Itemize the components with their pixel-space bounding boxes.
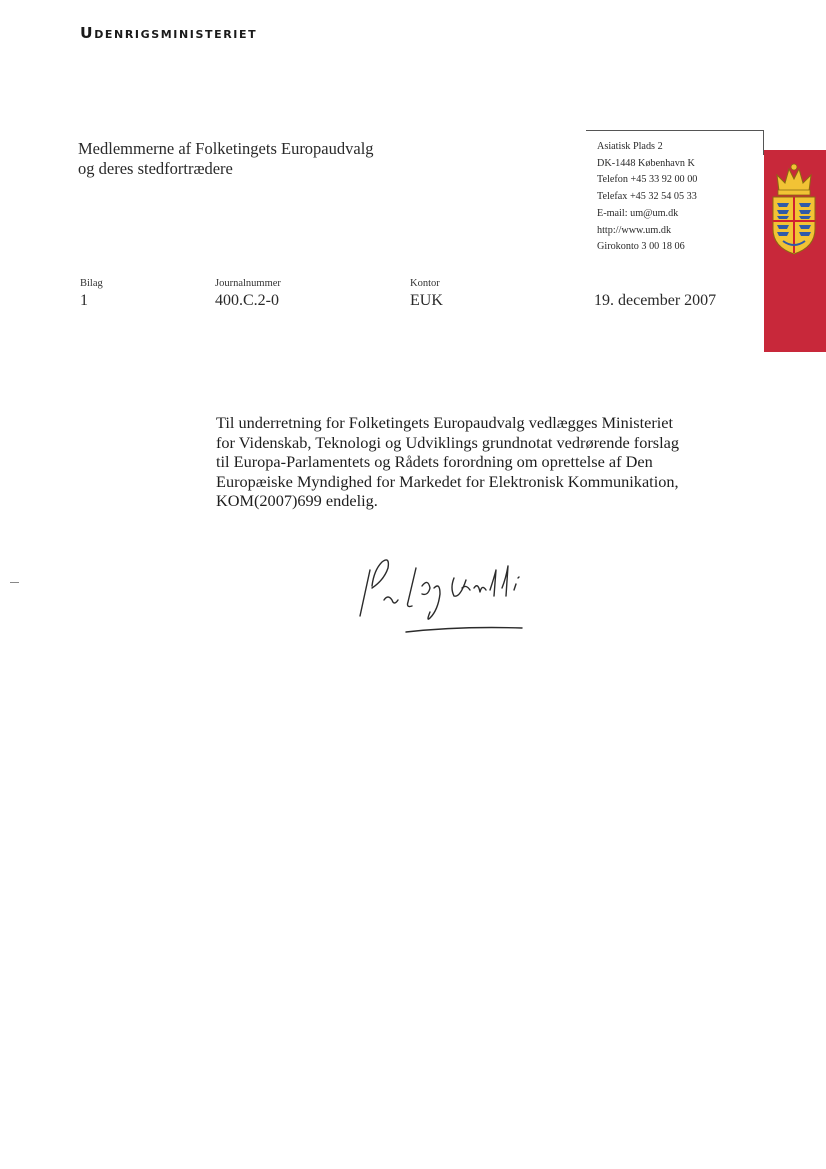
letterhead-title: Udenrigsministeriet: [80, 24, 258, 42]
handwritten-signature: [350, 548, 570, 638]
address-email: E-mail: um@um.dk: [597, 207, 679, 219]
letter-body: [216, 413, 736, 511]
kontor-label: Kontor: [410, 278, 440, 289]
recipient-block: [78, 139, 374, 179]
royal-coat-of-arms-icon: [769, 163, 819, 255]
recipient-line-2: og deres stedfortrædere: [78, 159, 233, 178]
address-phone: Telefon +45 33 92 00 00: [597, 174, 698, 186]
body-line-3: til Europa-Parlamentets og Rådets forordning om oprettelse af Den: [216, 452, 653, 471]
body-line-5: KOM(2007)699 endelig.: [216, 491, 378, 510]
bilag-value: 1: [80, 292, 88, 309]
body-line-2: for Videnskab, Teknologi og Udviklings grundnotat vedrørende forslag: [216, 432, 680, 452]
bilag-label: Bilag: [80, 278, 103, 289]
address-city: DK-1448 København K: [597, 157, 695, 169]
address-fax: Telefax +45 32 54 05 33: [597, 191, 697, 203]
address-rule-horizontal: [586, 130, 764, 131]
kontor-value: EUK: [410, 292, 443, 309]
recipient-line-1: Medlemmerne af Folketingets Europaudvalg: [78, 139, 374, 158]
address-web: http://www.um.dk: [597, 224, 672, 236]
margin-mark-left: [10, 582, 19, 583]
letter-date: 19. december 2007: [594, 292, 717, 309]
address-block: [597, 139, 697, 256]
journal-label: Journalnummer: [215, 278, 281, 289]
address-street: Asiatisk Plads 2: [597, 141, 663, 152]
journal-value: 400.C.2-0: [215, 292, 279, 309]
address-giro: Girokonto 3 00 18 06: [597, 241, 685, 253]
body-line-1: Til underretning for Folketingets Europaudvalg vedlægges Ministeriet: [216, 413, 674, 432]
body-line-4: Europæiske Myndighed for Markedet for Elektronisk Kommunikation,: [216, 471, 679, 491]
